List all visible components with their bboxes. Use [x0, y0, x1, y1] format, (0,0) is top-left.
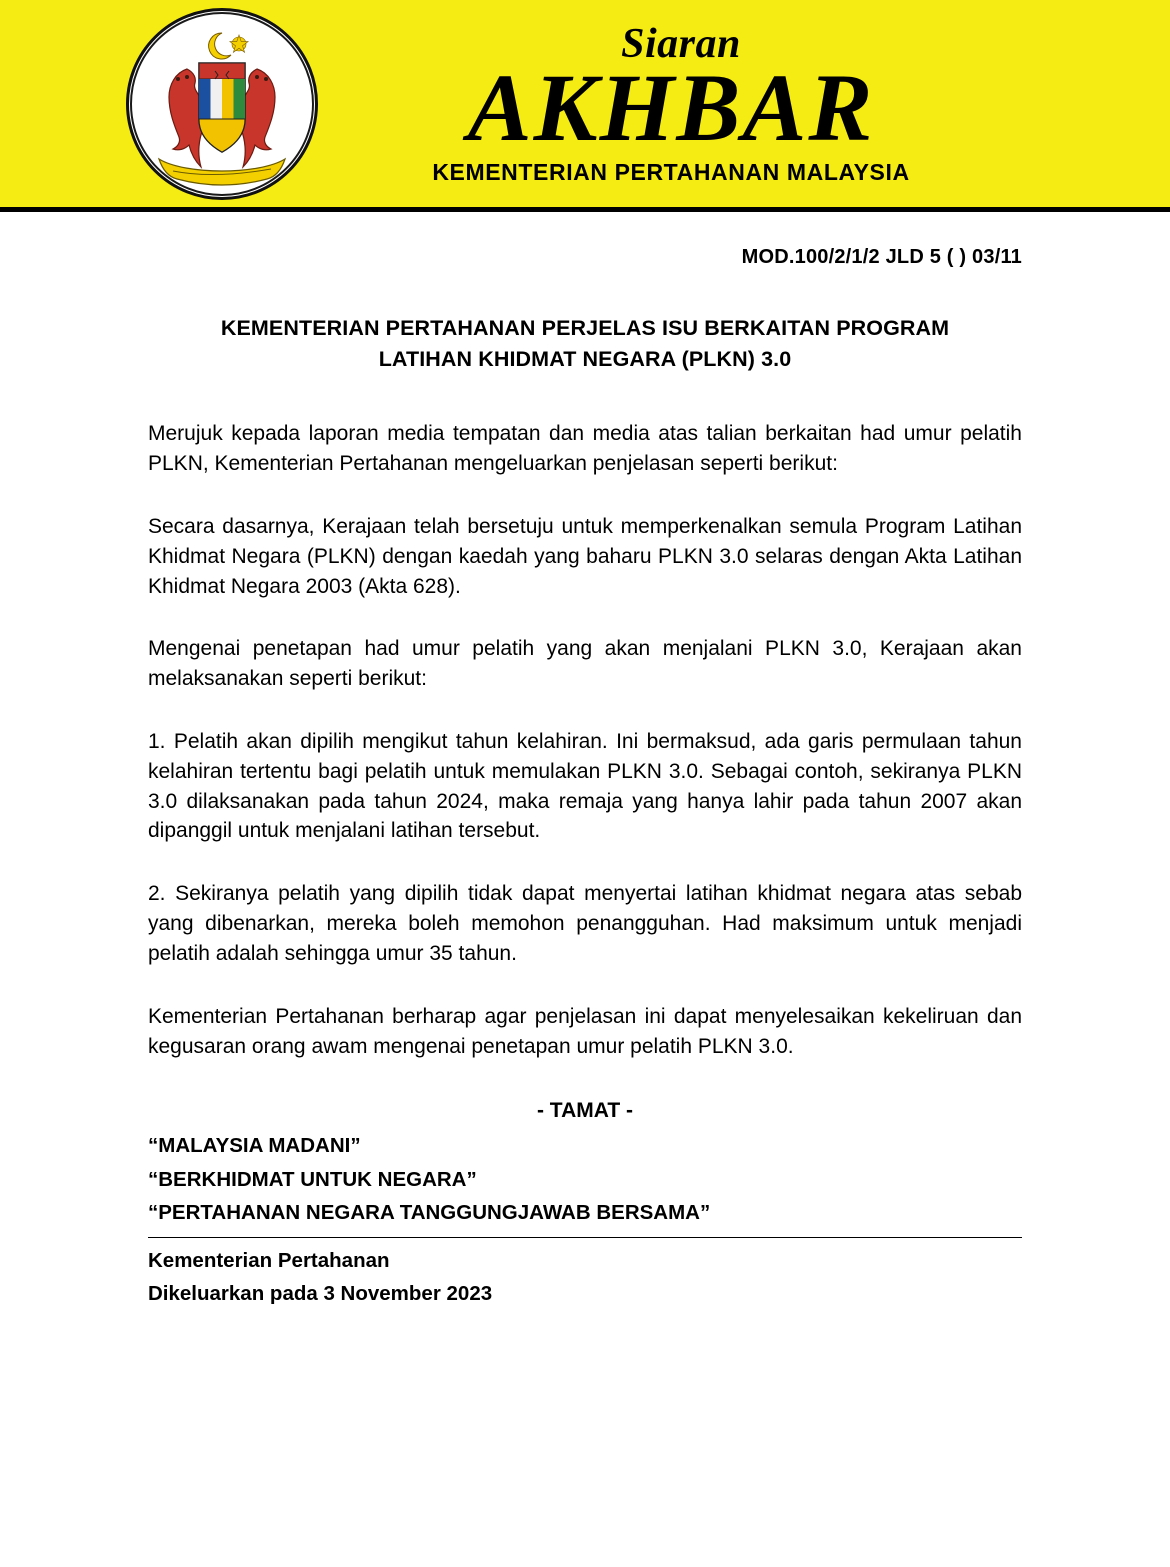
footer-divider [148, 1237, 1022, 1238]
document-footer [148, 1244, 1022, 1310]
issued-date: Dikeluarkan pada 3 November 2023 [148, 1282, 493, 1306]
page-title-line-1: KEMENTERIAN PERTAHANAN PERJELAS ISU BERKAITAN PROGRAM [220, 316, 950, 340]
end-marker: - TAMAT - [536, 1099, 634, 1123]
issuer-name: Kementerian Pertahanan [148, 1248, 390, 1272]
paragraph-1: Merujuk kepada laporan media tempatan dan media atas talian berkaitan had umur pelatih PLKN, Kementerian Pertahanan mengeluarkan penjelasan seperti berikut: [148, 422, 1022, 476]
crest-container [122, 8, 322, 200]
banner-akhbar-text: AKHBAR [467, 53, 875, 161]
paragraph-item-1: 1. Pelatih akan dipilih mengikut tahun kelahiran. Ini bermaksud, ada garis permulaan tahun kelahiran tertentu bagi pelatih untuk memulakan PLKN 3.0. Sebagai contoh, sekiranya PLKN 3.0 dilaksanakan pada tahun 2024, maka remaja yang hanya lahir pada tahun 2007 akan dipanggil untuk menjalani latihan tersebut. [148, 730, 1022, 843]
slogan-list [148, 1129, 1022, 1229]
slogan-3: “PERTAHANAN NEGARA TANGGUNGJAWAB BERSAMA” [148, 1200, 711, 1224]
slogan-2: “BERKHIDMAT UNTUK NEGARA” [148, 1167, 477, 1191]
banner-ministry-text: KEMENTERIAN PERTAHANAN MALAYSIA [432, 159, 910, 186]
paragraph-item-2: 2. Sekiranya pelatih yang dipilih tidak dapat menyertai latihan khidmat negara atas sebab yang dibenarkan, mereka boleh memohon penangguhan. Had maksimum untuk menjadi pelatih adalah sehingga umur 35 tahun. [148, 882, 1022, 965]
paragraph-3: Mengenai penetapan had umur pelatih yang akan menjalani PLKN 3.0, Kerajaan akan melaksanakan seperti berikut: [148, 637, 1022, 691]
document-reference-number: MOD.100/2/1/2 JLD 5 ( ) 03/11 [741, 246, 1022, 268]
banner-siaran-text: Siaran [621, 20, 741, 67]
press-release-banner [0, 0, 1170, 212]
banner-title-group [322, 20, 1170, 186]
paragraph-closing: Kementerian Pertahanan berharap agar penjelasan ini dapat menyelesaikan kekeliruan dan kegusaran orang awam mengenai penetapan umur pelatih PLKN 3.0. [148, 1004, 1022, 1058]
paragraph-2: Secara dasarnya, Kerajaan telah bersetuju untuk memperkenalkan semula Program Latihan Khidmat Negara (PLKN) dengan kaedah yang baharu PLKN 3.0 selaras dengan Akta Latihan Khidmat Negara 2003 (Akta 628). [148, 514, 1022, 598]
document-body [0, 246, 1170, 1310]
page-title [148, 313, 1022, 375]
slogan-1: “MALAYSIA MADANI” [148, 1134, 361, 1158]
page-title-line-2: LATIHAN KHIDMAT NEGARA (PLKN) 3.0 [378, 347, 792, 372]
malaysia-coat-of-arms-icon [126, 8, 318, 200]
